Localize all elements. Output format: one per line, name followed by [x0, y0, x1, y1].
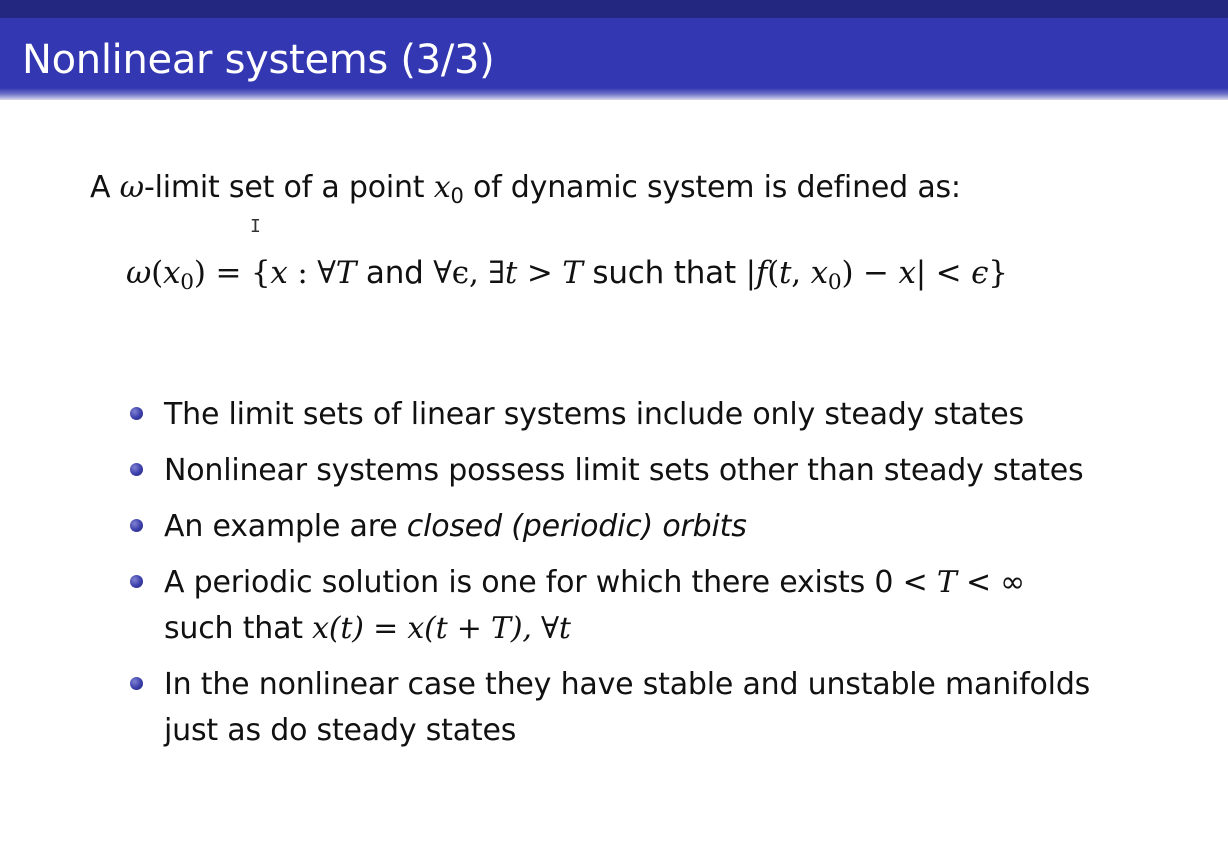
bullet-line-1-suffix: < ∞ [956, 565, 1026, 600]
omega-symbol: ω [119, 170, 144, 205]
formula-close: } [988, 255, 1008, 291]
formula-t: t [504, 255, 518, 291]
formula-forall-eps-exists: ∀ϵ, ∃ [433, 255, 505, 291]
intro-sentence [90, 168, 961, 216]
list-item [128, 662, 1188, 754]
omega-limit-formula [126, 252, 1008, 304]
formula-set-x: x [270, 255, 288, 291]
formula-abs-close: | < [915, 255, 972, 291]
title-bar-top-strip [0, 0, 1228, 18]
formula-t2: t [779, 255, 792, 291]
bullet-line-1-prefix: A periodic solution is one for which there exists 0 < [164, 565, 937, 600]
formula-paren: ( [767, 255, 779, 291]
bullet-line-1: In the nonlinear case they have stable and unstable manifolds [164, 667, 1091, 702]
intro-suffix: of dynamic system is defined as: [463, 170, 961, 205]
title-bar [0, 0, 1228, 100]
formula-equals-brace: ) = { [193, 255, 271, 291]
formula-x-sub: 0 [180, 270, 194, 296]
bullet-line-2 [164, 606, 1188, 652]
formula-f: f [755, 255, 768, 291]
x-subscript: 0 [450, 183, 464, 208]
formula-minus: ) − [841, 255, 899, 291]
formula-gt: > [517, 255, 563, 291]
bullet-line-2: just as do steady states [164, 713, 517, 748]
list-item [128, 392, 1188, 438]
formula-eps: ϵ [971, 255, 989, 291]
bullet-icon [130, 463, 143, 476]
bullet-line-2-prefix: such that [164, 611, 313, 646]
list-item [128, 448, 1188, 494]
formula-abs-open: | [745, 255, 756, 291]
bullet-icon [130, 575, 143, 588]
list-item [128, 560, 1188, 652]
bullet-emphasis: closed (periodic) orbits [406, 509, 747, 544]
bullet-icon [130, 407, 143, 420]
formula-x2-sub: 0 [827, 270, 842, 296]
bullet-icon [130, 519, 143, 532]
formula-x: x [163, 255, 181, 291]
formula-such-that: such that [582, 255, 746, 291]
formula-comma: , [791, 255, 811, 291]
bullet-line-1 [164, 560, 1188, 606]
text-cursor-icon: I [250, 216, 261, 237]
intro-mid: -limit set of a point [143, 170, 434, 205]
bullet-list [128, 392, 1188, 764]
list-item [128, 504, 1188, 550]
formula-colon-forall: : ∀ [287, 255, 336, 291]
formula-omega: ω [126, 255, 152, 291]
intro-prefix: A [90, 170, 120, 205]
formula-T2: T [562, 255, 583, 291]
formula-and: and [356, 255, 434, 291]
formula-x2: x [810, 255, 828, 291]
bullet-line-2-math: x(t) = x(t + T), ∀t [312, 611, 571, 646]
bullet-T: T [936, 565, 957, 600]
formula-lparen: ( [151, 255, 163, 291]
bullet-text-prefix: An example are [164, 509, 407, 544]
bullet-text: Nonlinear systems possess limit sets other than steady states [164, 453, 1084, 488]
bullet-icon [130, 677, 143, 690]
slide-title: Nonlinear systems (3/3) [22, 37, 495, 83]
bullet-text: The limit sets of linear systems include only steady states [164, 397, 1024, 432]
formula-x3: x [898, 255, 916, 291]
x-symbol: x [433, 170, 451, 205]
formula-T1: T [335, 255, 357, 291]
